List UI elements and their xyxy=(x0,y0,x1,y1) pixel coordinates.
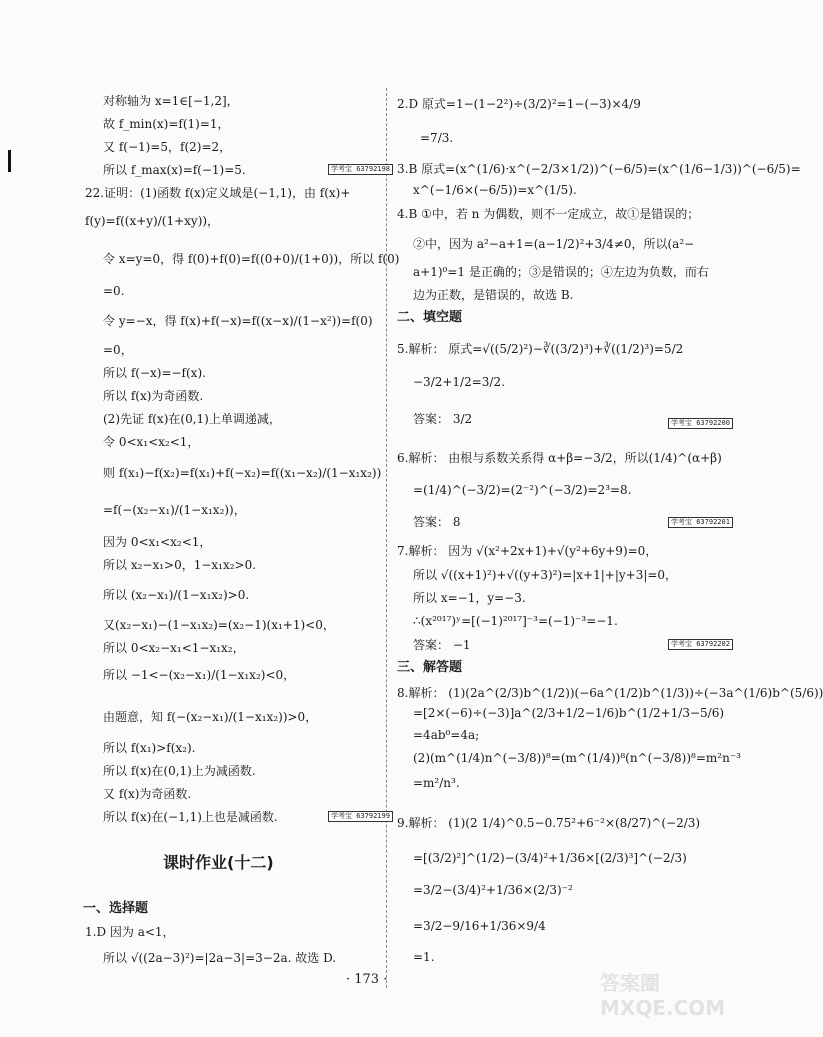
left-line: 1.D 因为 a<1， xyxy=(85,925,175,939)
left-line: 令 x=y=0，得 f(0)+f(0)=f((0+0)/(1+0))，所以 f(0) xyxy=(103,252,400,266)
left-line: f(y)=f((x+y)/(1+xy))， xyxy=(85,214,220,228)
left-line: 所以 −1<−(x₂−x₁)/(1−x₁x₂)<0， xyxy=(103,668,296,682)
page-number: · 173 · xyxy=(346,972,388,987)
left-line: 所以 f(x)在(−1,1)上也是减函数. xyxy=(103,810,278,824)
right-line: 所以 x=−1，y=−3. xyxy=(413,591,526,605)
left-line: 故 f_min(x)=f(1)=1， xyxy=(103,117,230,131)
left-line: 又(x₂−x₁)−(1−x₁x₂)=(x₂−1)(x₁+1)<0， xyxy=(103,618,335,632)
section-heading: 一、选择题 xyxy=(83,901,149,916)
right-line: 8.解析： (1)(2a^(2/3)b^(1/2))(−6a^(1/2)b^(1/3))÷(−3a^(1/6)b^(5/6)) xyxy=(397,686,823,700)
right-line: 5.解析： 原式=√((5/2)²)−∛((3/2)³)+∛((1/2)³)=5/2 xyxy=(397,342,684,356)
question-code: 学考宝 63792200 xyxy=(668,418,733,429)
right-line: =3/2−9/16+1/36×9/4 xyxy=(413,919,546,933)
right-line: =(1/4)^(−3/2)=(2⁻²)^(−3/2)=2³=8. xyxy=(413,483,632,497)
column-divider xyxy=(386,88,387,988)
left-line: 所以 f(x₁)>f(x₂). xyxy=(103,741,196,755)
right-line: 7.解析： 因为 √(x²+2x+1)+√(y²+6y+9)=0， xyxy=(397,544,658,558)
left-line: 由题意，知 f(−(x₂−x₁)/(1−x₁x₂))>0， xyxy=(103,710,318,724)
left-line: 22.证明：(1)函数 f(x)定义域是(−1,1)，由 f(x)+ xyxy=(85,186,351,200)
left-line: =0. xyxy=(103,284,125,298)
answer-line: 答案： 8 xyxy=(413,515,461,529)
right-line: ②中，因为 a²−a+1=(a−1/2)²+3/4≠0，所以(a²− xyxy=(413,237,695,251)
right-line: x^(−1/6×(−6/5))=x^(1/5). xyxy=(413,183,577,197)
right-line: =7/3. xyxy=(420,131,454,145)
question-code: 学考宝 63792198 xyxy=(328,164,393,175)
right-line: 2.D 原式=1−(1−2²)÷(3/2)²=1−(−3)×4/9 xyxy=(397,97,641,111)
right-line: 4.B ①中，若 n 为偶数，则不一定成立，故①是错误的； xyxy=(397,207,700,221)
left-line: 所以 f(x)在(0,1)上为减函数. xyxy=(103,764,256,778)
right-line: =[(3/2)²]^(1/2)−(3/4)²+1/36×[(2/3)³]^(−2/3) xyxy=(413,851,687,865)
section-title: 课时作业(十二) xyxy=(163,853,274,872)
left-line: 所以 √((2a−3)²)=|2a−3|=3−2a. 故选 D. xyxy=(103,951,337,965)
right-line: ∴(x²⁰¹⁷)ʸ=[(−1)²⁰¹⁷]⁻³=(−1)⁻³=−1. xyxy=(413,614,618,628)
question-code: 学考宝 63792199 xyxy=(328,811,393,822)
left-line: 所以 f(x)为奇函数. xyxy=(103,389,204,403)
right-line: =3/2−(3/4)²+1/36×(2/3)⁻² xyxy=(413,883,573,897)
right-line: =m²/n³. xyxy=(413,776,460,790)
right-line: 边为正数，是错误的，故选 B. xyxy=(413,288,574,302)
question-code: 学考宝 63792201 xyxy=(668,517,733,528)
left-line: 令 y=−x，得 f(x)+f(−x)=f((x−x)/(1−x²))=f(0) xyxy=(103,314,373,328)
left-line: 所以 f_max(x)=f(−1)=5. xyxy=(103,163,246,177)
left-line: 所以 0<x₂−x₁<1−x₁x₂， xyxy=(103,641,245,655)
left-line: 因为 0<x₁<x₂<1， xyxy=(103,535,212,549)
left-line: 则 f(x₁)−f(x₂)=f(x₁)+f(−x₂)=f((x₁−x₂)/(1−x₁x₂)) xyxy=(103,466,382,480)
section-heading: 二、填空题 xyxy=(397,310,463,325)
left-line: (2)先证 f(x)在(0,1)上单调递减， xyxy=(103,412,281,426)
right-line: 6.解析： 由根与系数关系得 α+β=−3/2，所以(1/4)^(α+β) xyxy=(397,451,722,465)
right-line: −3/2+1/2=3/2. xyxy=(413,375,505,389)
watermark xyxy=(600,965,745,1035)
left-line: 所以 (x₂−x₁)/(1−x₁x₂)>0. xyxy=(103,588,250,602)
answer-line: 答案： 3/2 xyxy=(413,412,473,426)
section-heading: 三、解答题 xyxy=(397,660,463,675)
left-line: 令 0<x₁<x₂<1， xyxy=(103,435,200,449)
right-line: =1. xyxy=(413,950,435,964)
left-line: 所以 f(−x)=−f(x). xyxy=(103,366,206,380)
right-line: (2)(m^(1/4)n^(−3/8))⁸=(m^(1/4))⁸(n^(−3/8))⁸=m²n⁻³ xyxy=(413,751,741,765)
left-line: 又 f(−1)=5，f(2)=2， xyxy=(103,140,232,154)
answer-line: 答案： −1 xyxy=(413,638,471,652)
question-code: 学考宝 63792202 xyxy=(668,639,733,650)
left-line: =f(−(x₂−x₁)/(1−x₁x₂))， xyxy=(103,503,246,517)
right-line: 9.解析： (1)(2 1/4)^0.5−0.75²+6⁻²×(8/27)^(−2/3) xyxy=(397,816,701,830)
right-line: 所以 √((x+1)²)+√((y+3)²)=|x+1|+|y+3|=0， xyxy=(413,568,678,582)
left-line: 又 f(x)为奇函数. xyxy=(103,787,192,801)
right-line: a+1)⁰=1 是正确的；③是错误的；④左边为负数，而右 xyxy=(413,265,709,279)
left-line: =0， xyxy=(103,343,133,357)
watermark-text: 答案圈 MXQE.COM xyxy=(600,971,726,1020)
margin-mark xyxy=(8,150,11,172)
left-line: 对称轴为 x=1∈[−1,2]， xyxy=(103,94,239,108)
right-line: 3.B 原式=(x^(1/6)·x^(−2/3×1/2))^(−6/5)=(x^(1/6−1/3))^(−6/5)= xyxy=(397,162,801,176)
right-line: =4ab⁰=4a; xyxy=(413,728,480,742)
right-line: =[2×(−6)÷(−3)]a^(2/3+1/2−1/6)b^(1/2+1/3−5/6) xyxy=(413,706,725,720)
left-line: 所以 x₂−x₁>0，1−x₁x₂>0. xyxy=(103,558,257,572)
